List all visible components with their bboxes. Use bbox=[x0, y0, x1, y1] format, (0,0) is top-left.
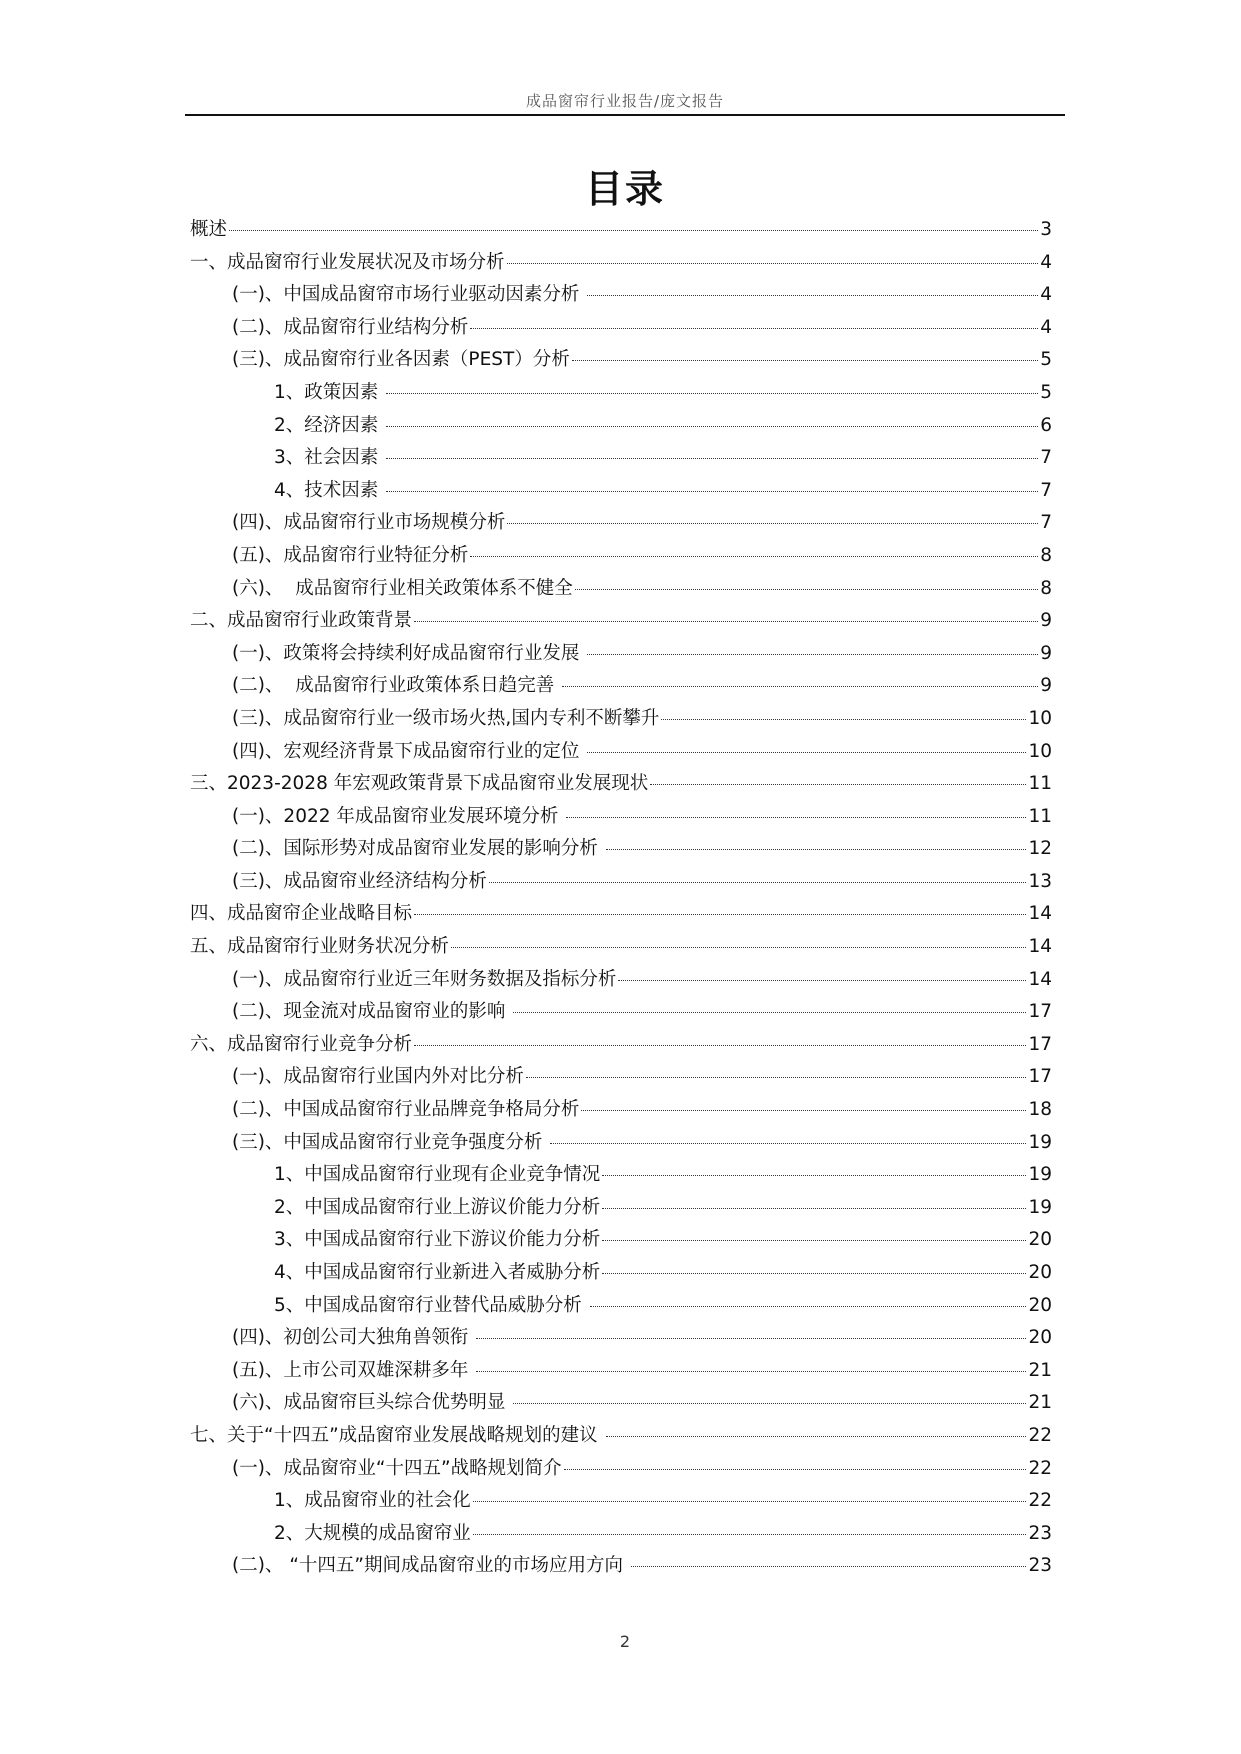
toc-entry[interactable] bbox=[190, 1551, 1052, 1584]
toc-dot-leader bbox=[476, 1371, 1026, 1372]
toc-entry-title: 1、中国成品窗帘行业现有企业竞争情况 bbox=[274, 1164, 601, 1186]
toc-entry-title: (二)、 成品窗帘行业政策体系日趋完善 bbox=[232, 675, 561, 697]
toc-entry[interactable] bbox=[190, 1519, 1052, 1552]
toc-entry-page: 7 bbox=[1040, 479, 1052, 501]
toc-entry-title: (六)、 成品窗帘行业相关政策体系不健全 bbox=[232, 577, 573, 599]
toc-dot-leader bbox=[386, 458, 1038, 459]
toc-entry-title: 1、成品窗帘业的社会化 bbox=[274, 1490, 471, 1512]
toc-dot-leader bbox=[513, 1403, 1026, 1404]
toc-entry[interactable] bbox=[190, 671, 1052, 704]
toc-dot-leader bbox=[470, 556, 1038, 557]
toc-entry[interactable] bbox=[190, 1030, 1052, 1063]
toc-dot-leader bbox=[473, 1534, 1027, 1535]
toc-dot-leader bbox=[386, 491, 1038, 492]
toc-entry-title: (二)、成品窗帘行业结构分析 bbox=[232, 316, 469, 338]
toc-entry-page: 20 bbox=[1028, 1294, 1052, 1316]
toc-entry-title: 二、成品窗帘行业政策背景 bbox=[190, 610, 413, 632]
toc-entry[interactable] bbox=[190, 508, 1052, 541]
toc-entry-page: 14 bbox=[1028, 936, 1052, 958]
toc-entry-title: (二)、 “十四五”期间成品窗帘业的市场应用方向 bbox=[232, 1555, 629, 1577]
toc-dot-leader bbox=[476, 1338, 1026, 1339]
toc-dot-leader bbox=[526, 1077, 1027, 1078]
toc-dot-leader bbox=[587, 654, 1038, 655]
toc-dot-leader bbox=[489, 882, 1027, 883]
toc-entry-title: (三)、成品窗帘行业各因素（PEST）分析 bbox=[232, 349, 570, 371]
toc-entry[interactable] bbox=[190, 1258, 1052, 1291]
toc-entry-title: (六)、成品窗帘巨头综合优势明显 bbox=[232, 1392, 512, 1414]
toc-entry-title: 5、中国成品窗帘行业替代品威胁分析 bbox=[274, 1294, 588, 1316]
toc-entry[interactable] bbox=[190, 248, 1052, 281]
toc-entry-title: (四)、成品窗帘行业市场规模分析 bbox=[232, 512, 506, 534]
toc-entry[interactable] bbox=[190, 443, 1052, 476]
toc-dot-leader bbox=[470, 328, 1038, 329]
toc-dot-leader bbox=[572, 360, 1038, 361]
toc-entry-title: (三)、成品窗帘行业一级市场火热,国内专利不断攀升 bbox=[232, 707, 660, 729]
toc-entry[interactable] bbox=[190, 965, 1052, 998]
toc-entry-page: 7 bbox=[1040, 512, 1052, 534]
toc-entry-title: (四)、初创公司大独角兽领衔 bbox=[232, 1327, 475, 1349]
toc-entry-page: 5 bbox=[1040, 381, 1052, 403]
toc-dot-leader bbox=[513, 1012, 1026, 1013]
toc-entry-title: (三)、成品窗帘业经济结构分析 bbox=[232, 870, 487, 892]
toc-dot-leader bbox=[386, 426, 1038, 427]
header-rule bbox=[185, 114, 1065, 116]
toc-entry[interactable] bbox=[190, 997, 1052, 1030]
toc-entry-page: 6 bbox=[1040, 414, 1052, 436]
toc-entry-page: 7 bbox=[1040, 447, 1052, 469]
toc-entry[interactable] bbox=[190, 1388, 1052, 1421]
toc-entry-page: 19 bbox=[1028, 1164, 1052, 1186]
toc-entry[interactable] bbox=[190, 345, 1052, 378]
toc-entry[interactable] bbox=[190, 313, 1052, 346]
toc-entry-title: 一、成品窗帘行业发展状况及市场分析 bbox=[190, 251, 505, 273]
toc-entry-title: (五)、上市公司双雄深耕多年 bbox=[232, 1359, 475, 1381]
toc-entry[interactable] bbox=[190, 1356, 1052, 1389]
toc-dot-leader bbox=[650, 784, 1026, 785]
toc-entry[interactable] bbox=[190, 1454, 1052, 1487]
toc-dot-leader bbox=[562, 686, 1038, 687]
toc-heading: 目录 bbox=[584, 166, 665, 211]
toc-entry[interactable] bbox=[190, 639, 1052, 672]
toc-entry[interactable] bbox=[190, 574, 1052, 607]
toc-dot-leader bbox=[507, 523, 1038, 524]
toc-entry-title: 六、成品窗帘行业竞争分析 bbox=[190, 1033, 413, 1055]
toc-dot-leader bbox=[602, 1208, 1026, 1209]
toc-dot-leader bbox=[414, 914, 1026, 915]
toc-entry-page: 10 bbox=[1028, 740, 1052, 762]
toc-entry-page: 14 bbox=[1028, 903, 1052, 925]
toc-entry-title: 3、社会因素 bbox=[274, 447, 385, 469]
toc-entry-page: 11 bbox=[1028, 773, 1052, 795]
toc-entry[interactable] bbox=[190, 769, 1052, 802]
toc-dot-leader bbox=[661, 719, 1026, 720]
toc-entry-title: 五、成品窗帘行业财务状况分析 bbox=[190, 936, 450, 958]
toc-dot-leader bbox=[587, 752, 1026, 753]
toc-entry-page: 8 bbox=[1040, 577, 1052, 599]
toc-entry-page: 20 bbox=[1028, 1229, 1052, 1251]
toc-entry-page: 8 bbox=[1040, 544, 1052, 566]
toc-entry-title: 4、中国成品窗帘行业新进入者威胁分析 bbox=[274, 1262, 601, 1283]
toc-entry-page: 17 bbox=[1028, 1033, 1052, 1055]
toc-entry-title: (一)、中国成品窗帘市场行业驱动因素分析 bbox=[232, 284, 586, 306]
toc-entry[interactable] bbox=[190, 834, 1052, 867]
toc-entry-page: 13 bbox=[1028, 870, 1052, 892]
toc-entry-page: 22 bbox=[1028, 1490, 1052, 1512]
toc-entry[interactable] bbox=[190, 1128, 1052, 1161]
running-header: 成品窗帘行业报告/庞文报告 bbox=[525, 92, 725, 110]
toc-dot-leader bbox=[587, 295, 1038, 296]
toc-dot-leader bbox=[606, 849, 1027, 850]
toc-entry-page: 14 bbox=[1028, 968, 1052, 990]
toc-dot-leader bbox=[386, 393, 1038, 394]
toc-entry-title: 1、政策因素 bbox=[274, 381, 385, 403]
toc-dot-leader bbox=[618, 980, 1026, 981]
toc-entry-page: 3 bbox=[1040, 219, 1052, 240]
toc-dot-leader bbox=[566, 817, 1026, 818]
toc-dot-leader bbox=[451, 947, 1026, 948]
toc-entry-title: 2、经济因素 bbox=[274, 414, 385, 436]
toc-entry[interactable] bbox=[190, 867, 1052, 900]
toc-dot-leader bbox=[564, 1469, 1027, 1470]
toc-entry-title: (一)、2022 年成品窗帘业发展环境分析 bbox=[232, 805, 565, 827]
toc-entry[interactable] bbox=[190, 1323, 1052, 1356]
toc-dot-leader bbox=[590, 1306, 1027, 1307]
toc-dot-leader bbox=[229, 230, 1038, 231]
toc-entry-page: 17 bbox=[1028, 1066, 1052, 1088]
toc-entry-title: (二)、中国成品窗帘行业品牌竞争格局分析 bbox=[232, 1099, 580, 1121]
toc-entry-title: 2、大规模的成品窗帘业 bbox=[274, 1522, 471, 1544]
toc-entry-page: 21 bbox=[1028, 1392, 1052, 1414]
toc-entry[interactable] bbox=[190, 378, 1052, 411]
toc-entry[interactable] bbox=[190, 215, 1052, 248]
toc-entry-page: 10 bbox=[1028, 707, 1052, 729]
toc-entry-page: 5 bbox=[1040, 349, 1052, 371]
toc-entry-title: (五)、成品窗帘行业特征分析 bbox=[232, 544, 469, 566]
toc-entry[interactable] bbox=[190, 1291, 1052, 1324]
toc-entry-page: 19 bbox=[1028, 1131, 1052, 1153]
toc-entry-title: (一)、成品窗帘业“十四五”战略规划简介 bbox=[232, 1457, 562, 1479]
toc-entry-page: 22 bbox=[1028, 1457, 1052, 1479]
toc-entry-title: (一)、政策将会持续利好成品窗帘行业发展 bbox=[232, 642, 586, 664]
toc-dot-leader bbox=[550, 1143, 1026, 1144]
toc-dot-leader bbox=[414, 621, 1038, 622]
toc-entry[interactable] bbox=[190, 704, 1052, 737]
toc-entry[interactable] bbox=[190, 802, 1052, 835]
toc-entry-title: 三、2023-2028 年宏观政策背景下成品窗帘业发展现状 bbox=[190, 773, 649, 795]
table-of-contents bbox=[190, 215, 1052, 1584]
toc-entry[interactable] bbox=[190, 737, 1052, 770]
toc-entry-title: (四)、宏观经济背景下成品窗帘行业的定位 bbox=[232, 740, 586, 762]
toc-entry[interactable] bbox=[190, 541, 1052, 574]
toc-entry-page: 9 bbox=[1040, 642, 1052, 664]
toc-dot-leader bbox=[575, 589, 1039, 590]
toc-entry-title: 4、技术因素 bbox=[274, 479, 385, 501]
toc-entry-page: 22 bbox=[1028, 1424, 1052, 1446]
toc-dot-leader bbox=[602, 1175, 1026, 1176]
toc-entry-title: 四、成品窗帘企业战略目标 bbox=[190, 903, 413, 925]
toc-entry[interactable] bbox=[190, 932, 1052, 965]
toc-entry-page: 12 bbox=[1028, 838, 1052, 860]
toc-dot-leader bbox=[581, 1110, 1026, 1111]
toc-entry[interactable] bbox=[190, 606, 1052, 639]
toc-entry[interactable] bbox=[190, 1095, 1052, 1128]
toc-entry-title: 2、中国成品窗帘行业上游议价能力分析 bbox=[274, 1196, 601, 1218]
toc-entry-title: 七、关于“十四五”成品窗帘业发展战略规划的建议 bbox=[190, 1424, 604, 1446]
toc-entry-page: 4 bbox=[1040, 316, 1052, 338]
toc-entry-page: 23 bbox=[1028, 1555, 1052, 1577]
toc-entry-page: 4 bbox=[1040, 284, 1052, 306]
toc-dot-leader bbox=[507, 263, 1039, 264]
toc-dot-leader bbox=[602, 1273, 1026, 1274]
toc-entry[interactable] bbox=[190, 280, 1052, 313]
toc-entry-page: 17 bbox=[1028, 1001, 1052, 1023]
toc-entry[interactable] bbox=[190, 1486, 1052, 1519]
toc-dot-leader bbox=[473, 1501, 1027, 1502]
toc-dot-leader bbox=[414, 1045, 1026, 1046]
toc-entry[interactable] bbox=[190, 1421, 1052, 1454]
toc-entry-page: 20 bbox=[1028, 1327, 1052, 1349]
toc-entry-page: 23 bbox=[1028, 1522, 1052, 1544]
toc-entry-page: 21 bbox=[1028, 1359, 1052, 1381]
toc-entry[interactable] bbox=[190, 476, 1052, 509]
toc-entry[interactable] bbox=[190, 1160, 1052, 1193]
toc-entry-page: 19 bbox=[1028, 1196, 1052, 1218]
toc-entry-page: 11 bbox=[1028, 805, 1052, 827]
toc-entry-page: 20 bbox=[1028, 1262, 1052, 1283]
toc-dot-leader bbox=[606, 1436, 1027, 1437]
toc-dot-leader bbox=[631, 1566, 1027, 1567]
toc-entry-title: (二)、现金流对成品窗帘业的影响 bbox=[232, 1001, 512, 1023]
toc-entry-page: 18 bbox=[1028, 1099, 1052, 1121]
toc-entry[interactable] bbox=[190, 1225, 1052, 1258]
toc-entry-title: (二)、国际形势对成品窗帘业发展的影响分析 bbox=[232, 838, 604, 860]
toc-entry-page: 9 bbox=[1040, 675, 1052, 697]
toc-entry-title: (一)、成品窗帘行业近三年财务数据及指标分析 bbox=[232, 968, 617, 990]
toc-entry[interactable] bbox=[190, 899, 1052, 932]
toc-entry-title: 3、中国成品窗帘行业下游议价能力分析 bbox=[274, 1229, 601, 1251]
toc-dot-leader bbox=[602, 1240, 1026, 1241]
toc-entry[interactable] bbox=[190, 1193, 1052, 1226]
toc-entry-title: 概述 bbox=[190, 219, 228, 240]
toc-entry-title: (三)、中国成品窗帘行业竞争强度分析 bbox=[232, 1131, 549, 1153]
toc-entry[interactable] bbox=[190, 411, 1052, 444]
toc-entry-title: (一)、成品窗帘行业国内外对比分析 bbox=[232, 1066, 524, 1088]
toc-entry-page: 9 bbox=[1040, 610, 1052, 632]
toc-entry[interactable] bbox=[190, 1062, 1052, 1095]
toc-entry-page: 4 bbox=[1040, 251, 1052, 273]
page-number: 2 bbox=[619, 1632, 631, 1651]
